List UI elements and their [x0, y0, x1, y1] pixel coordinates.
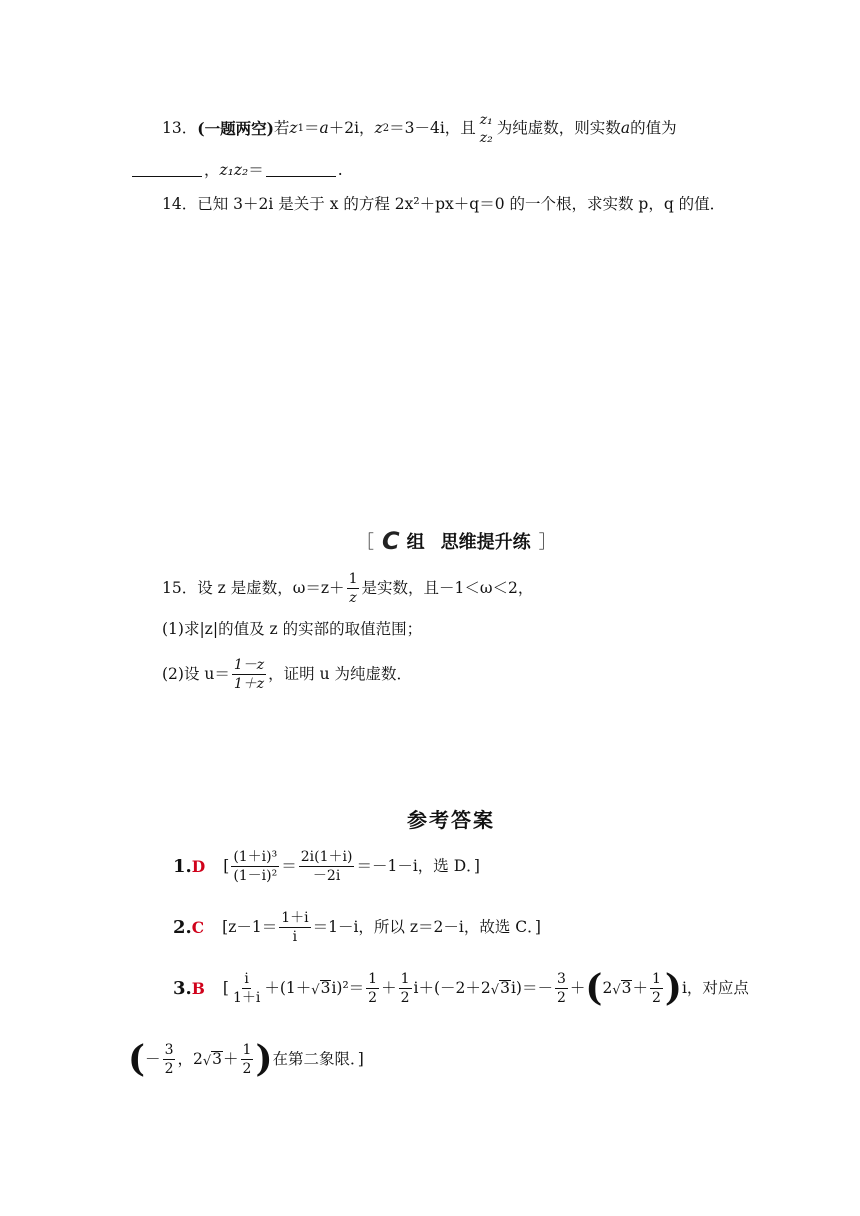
answer-text: 2: [602, 978, 613, 997]
q13-fraction: [478, 113, 495, 145]
q15-fraction: [347, 572, 360, 605]
answer-fraction: [279, 911, 310, 944]
sqrt-sign: √: [490, 982, 500, 998]
q14-number: 14．: [162, 195, 198, 213]
bracket: ［: [356, 532, 374, 553]
q13-a: a: [620, 119, 631, 138]
q13-tag: (一题两空): [197, 119, 274, 139]
answer-text: ＝: [281, 856, 297, 875]
frac-den: 1＋i: [232, 990, 261, 1006]
sqrt-sign: √: [612, 982, 621, 998]
answer-text: [: [222, 978, 229, 997]
answer-3-line2: [128, 1038, 364, 1081]
answer-3-line1: [173, 967, 749, 1010]
frac-num: (1＋i)³: [233, 849, 278, 865]
half-fraction: [241, 1043, 254, 1076]
q13-z1: z: [289, 119, 298, 138]
frac-den: 2: [164, 1061, 174, 1077]
answer-fraction: [299, 850, 355, 883]
half-fraction: [650, 972, 663, 1005]
q13-z2-sub: 2: [382, 123, 390, 134]
frac-num: 2i(1＋i): [300, 849, 353, 865]
frac-num: i: [244, 971, 249, 987]
q13-text: 的值为: [630, 119, 677, 138]
fraction: [555, 972, 568, 1005]
answer-letter: C: [191, 917, 205, 937]
frac-num: 1: [652, 971, 661, 987]
answer-1: [173, 850, 480, 883]
answer-number: 3.: [173, 977, 192, 999]
answer-text: ＋: [569, 978, 586, 997]
bracket: ］: [538, 532, 557, 553]
q15-number: 15．: [162, 578, 198, 597]
sqrt-expr: [491, 980, 511, 997]
answer-text: ＋: [381, 978, 397, 997]
answer-letter: B: [191, 978, 205, 998]
q13-text: ＋2i，: [328, 119, 375, 138]
q13-text: ＝3－4i，且: [389, 119, 476, 138]
q13-z1-sub: 1: [297, 123, 304, 134]
q13-eq: ＝: [303, 119, 320, 138]
section-title: 思维提升练: [440, 532, 531, 553]
frac-num: 3: [556, 971, 566, 987]
answer-text: 在第二象限．]: [272, 1049, 364, 1068]
q13-frac-num: z₁: [479, 112, 493, 128]
q15-part1-text: (1)求|z|的值及 z 的实部的取值范围；: [162, 620, 423, 638]
answer-fraction: [231, 972, 262, 1005]
q13-text: 为纯虚数，则实数: [496, 119, 621, 138]
q15-text: 是实数，且－1＜ω＜2，: [361, 578, 534, 597]
frac-den: 2: [652, 990, 661, 1006]
q13-number: 13．: [162, 119, 198, 138]
half-fraction: [399, 972, 412, 1005]
q13-frac-den: z₂: [479, 130, 493, 146]
answer-letter: D: [191, 856, 206, 876]
sqrt-arg: 3: [212, 1050, 223, 1069]
q13-z2: z: [374, 119, 383, 138]
frac-den: 2: [556, 990, 566, 1006]
answer-text: i)²＝: [331, 978, 365, 997]
frac-num: 1＋i: [281, 910, 309, 926]
answer-text: ＝1－i，所以 z＝2－i，故选 C．]: [312, 917, 541, 936]
answer-text: i＋(－2＋2: [413, 978, 491, 997]
frac-den: －2i: [312, 868, 341, 884]
fraction: [163, 1043, 176, 1076]
answer-text: ＝－1－i，选 D．]: [356, 856, 480, 875]
frac-den: 2: [242, 1061, 252, 1077]
answer-text: ，2: [177, 1049, 203, 1068]
answer-text: [: [223, 856, 230, 875]
sqrt-expr: [612, 980, 632, 997]
answer-text: i，对应点: [681, 978, 749, 997]
q13-line2: [130, 163, 343, 179]
sqrt-sign: √: [202, 1053, 212, 1069]
q13-a: a: [319, 119, 329, 138]
frac-den: 1＋z: [233, 676, 265, 692]
big-paren-left: (: [128, 1038, 146, 1081]
frac-den: 2: [400, 990, 410, 1006]
q15-part2: [162, 658, 412, 691]
q15-text: 设 z 是虚数，ω＝z＋: [197, 578, 345, 597]
sqrt-arg: 3: [500, 979, 510, 998]
answer-blank[interactable]: [266, 164, 336, 177]
section-group: 组: [406, 532, 425, 553]
frac-den: i: [292, 929, 298, 945]
answer-text: ＋: [223, 1049, 239, 1068]
q15-line1: [162, 572, 533, 605]
answers-title: 参考答案: [407, 808, 495, 832]
q14-line: [162, 197, 725, 213]
big-paren-right: ): [255, 1038, 273, 1081]
answer-text: [z－1＝: [222, 917, 278, 936]
q14-text: 已知 3＋2i 是关于 x 的方程 2x²＋px＋q＝0 的一个根，求实数 p，q 的值．: [197, 195, 726, 213]
sqrt-arg: 3: [621, 979, 632, 998]
frac-num: 1－z: [233, 657, 265, 673]
frac-num: 1: [242, 1042, 252, 1058]
half-fraction: [366, 972, 379, 1005]
answer-text: －: [145, 1049, 161, 1068]
q13-text: ，: [204, 161, 220, 179]
section-c-header: [356, 527, 557, 555]
sqrt-expr: [311, 980, 331, 997]
answer-number: 2.: [173, 916, 192, 938]
q13-text: ＝: [248, 161, 264, 179]
frac-num: 3: [164, 1042, 174, 1058]
frac-num: 1: [400, 971, 410, 987]
answer-2: [173, 911, 541, 944]
frac-num: 1: [368, 971, 378, 987]
answer-text: i)＝－: [510, 978, 553, 997]
q13-text: .: [337, 161, 343, 179]
q15-u-fraction: [232, 658, 266, 691]
frac-den: 2: [368, 990, 378, 1006]
q15-text: ，证明 u 为纯虚数．: [268, 664, 413, 683]
answer-text: ＋: [632, 978, 648, 997]
c-badge: C: [382, 527, 399, 555]
frac-den: z: [349, 590, 357, 606]
sqrt-arg: 3: [320, 979, 331, 998]
q15-part1: [162, 622, 422, 638]
frac-den: (1－i)²: [233, 868, 278, 884]
answer-fraction: [231, 850, 279, 883]
q15-text: (2)设 u＝: [162, 664, 230, 683]
big-paren-left: (: [585, 967, 603, 1010]
answer-number: 1.: [173, 855, 192, 877]
big-paren-right: ): [664, 967, 682, 1010]
answer-text: ＋(1＋: [264, 978, 312, 997]
q13-product: z₁z₂: [219, 161, 249, 179]
frac-num: 1: [348, 571, 358, 587]
q13-text: 若: [273, 119, 290, 138]
sqrt-sign: √: [311, 982, 320, 998]
sqrt-expr: [203, 1051, 223, 1068]
q13-line1: [162, 113, 677, 145]
answer-blank[interactable]: [132, 164, 202, 177]
